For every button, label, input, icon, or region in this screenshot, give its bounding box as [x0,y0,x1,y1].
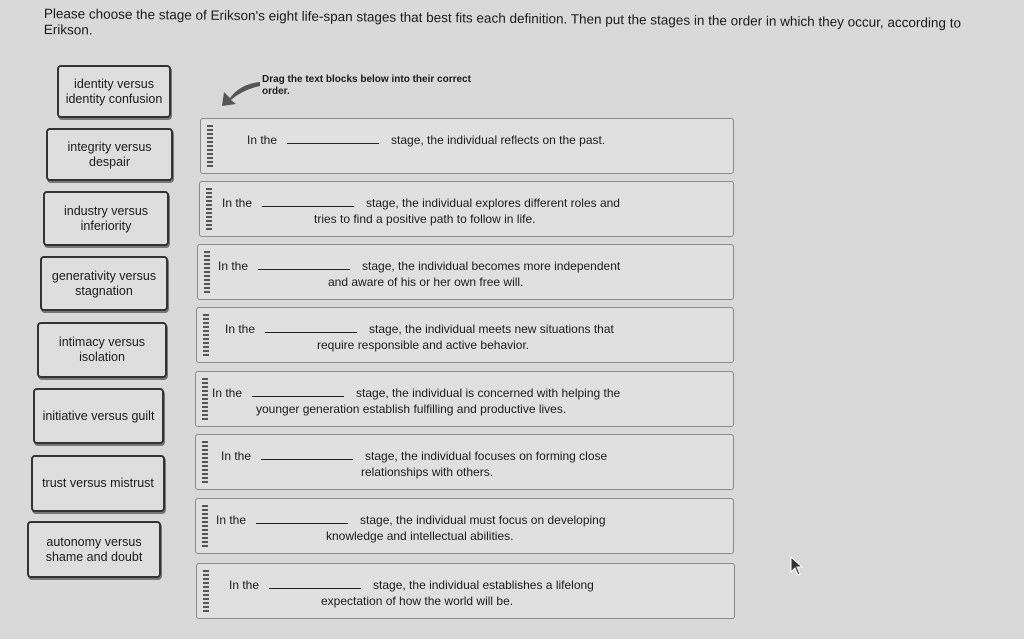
sortable-row[interactable] [196,563,735,619]
sortable-row[interactable] [197,244,734,300]
answer-blank[interactable] [262,194,354,207]
choice-generativity[interactable]: generativity versus stagnation [40,256,168,311]
drag-handle-icon[interactable] [202,505,208,547]
row-prefix: In the [212,386,243,400]
drag-handle-icon[interactable] [202,378,208,420]
answer-blank[interactable] [261,447,353,460]
drag-hint: Drag the text blocks below into their correct order. [262,74,471,97]
drag-handle-icon[interactable] [204,251,210,293]
row-text-line2: expectation of how the world will be. [321,594,514,608]
answer-blank[interactable] [256,511,348,524]
answer-blank[interactable] [258,257,350,270]
choice-intimacy[interactable]: intimacy versus isolation [37,322,167,378]
sortable-row[interactable] [195,434,734,490]
row-text: stage, the individual is concerned with helping the [356,386,621,400]
answer-blank[interactable] [269,576,361,589]
instructions: Please choose the stage of Erikson's eight life-span stages that best fits each definition. Then put the stages in the order in which they occur, according to Erikson. [43,6,962,38]
row-text-line2: tries to find a positive path to follow in life. [314,212,536,226]
row-text-line2: younger generation establish fulfilling and productive lives. [256,402,567,416]
choice-identity[interactable]: identity versus identity confusion [57,65,171,118]
sortable-row[interactable] [195,371,734,427]
choice-initiative[interactable]: initiative versus guilt [33,388,164,444]
sortable-row[interactable] [199,181,734,237]
answer-blank[interactable] [287,131,379,144]
row-text: stage, the individual reflects on the past. [391,133,606,147]
row-prefix: In the [229,578,260,592]
sortable-row[interactable] [196,307,734,363]
sortable-row[interactable] [195,498,734,554]
curved-arrow-icon [218,78,262,108]
answer-blank[interactable] [265,320,357,333]
mouse-cursor-icon [790,556,804,576]
row-text-line2: relationships with others. [361,465,494,479]
row-text: stage, the individual must focus on developing [360,513,606,527]
drag-handle-icon[interactable] [203,314,209,356]
answer-blank[interactable] [252,384,344,397]
row-text-line2: and aware of his or her own free will. [328,275,524,289]
row-text: stage, the individual establishes a lifelong [373,578,594,592]
row-text-line2: knowledge and intellectual abilities. [326,529,514,543]
sortable-row[interactable] [200,118,734,174]
drag-handle-icon[interactable] [203,570,209,612]
choice-industry[interactable]: industry versus inferiority [43,191,169,246]
drag-handle-icon[interactable] [202,441,208,483]
row-text: stage, the individual focuses on forming close [365,449,608,463]
row-prefix: In the [216,513,247,527]
drag-handle-icon[interactable] [207,125,213,167]
row-prefix: In the [218,259,249,273]
row-text: stage, the individual becomes more independent [362,259,621,273]
drag-handle-icon[interactable] [206,188,212,230]
row-prefix: In the [247,133,278,147]
row-prefix: In the [221,449,252,463]
row-prefix: In the [222,196,253,210]
row-text-line2: require responsible and active behavior. [317,338,530,352]
choice-trust[interactable]: trust versus mistrust [31,455,165,512]
row-text: stage, the individual meets new situations that [369,322,614,336]
choice-integrity[interactable]: integrity versus despair [46,128,173,181]
row-text: stage, the individual explores different roles and [366,196,620,210]
row-prefix: In the [225,322,256,336]
choice-autonomy[interactable]: autonomy versus shame and doubt [27,521,161,578]
